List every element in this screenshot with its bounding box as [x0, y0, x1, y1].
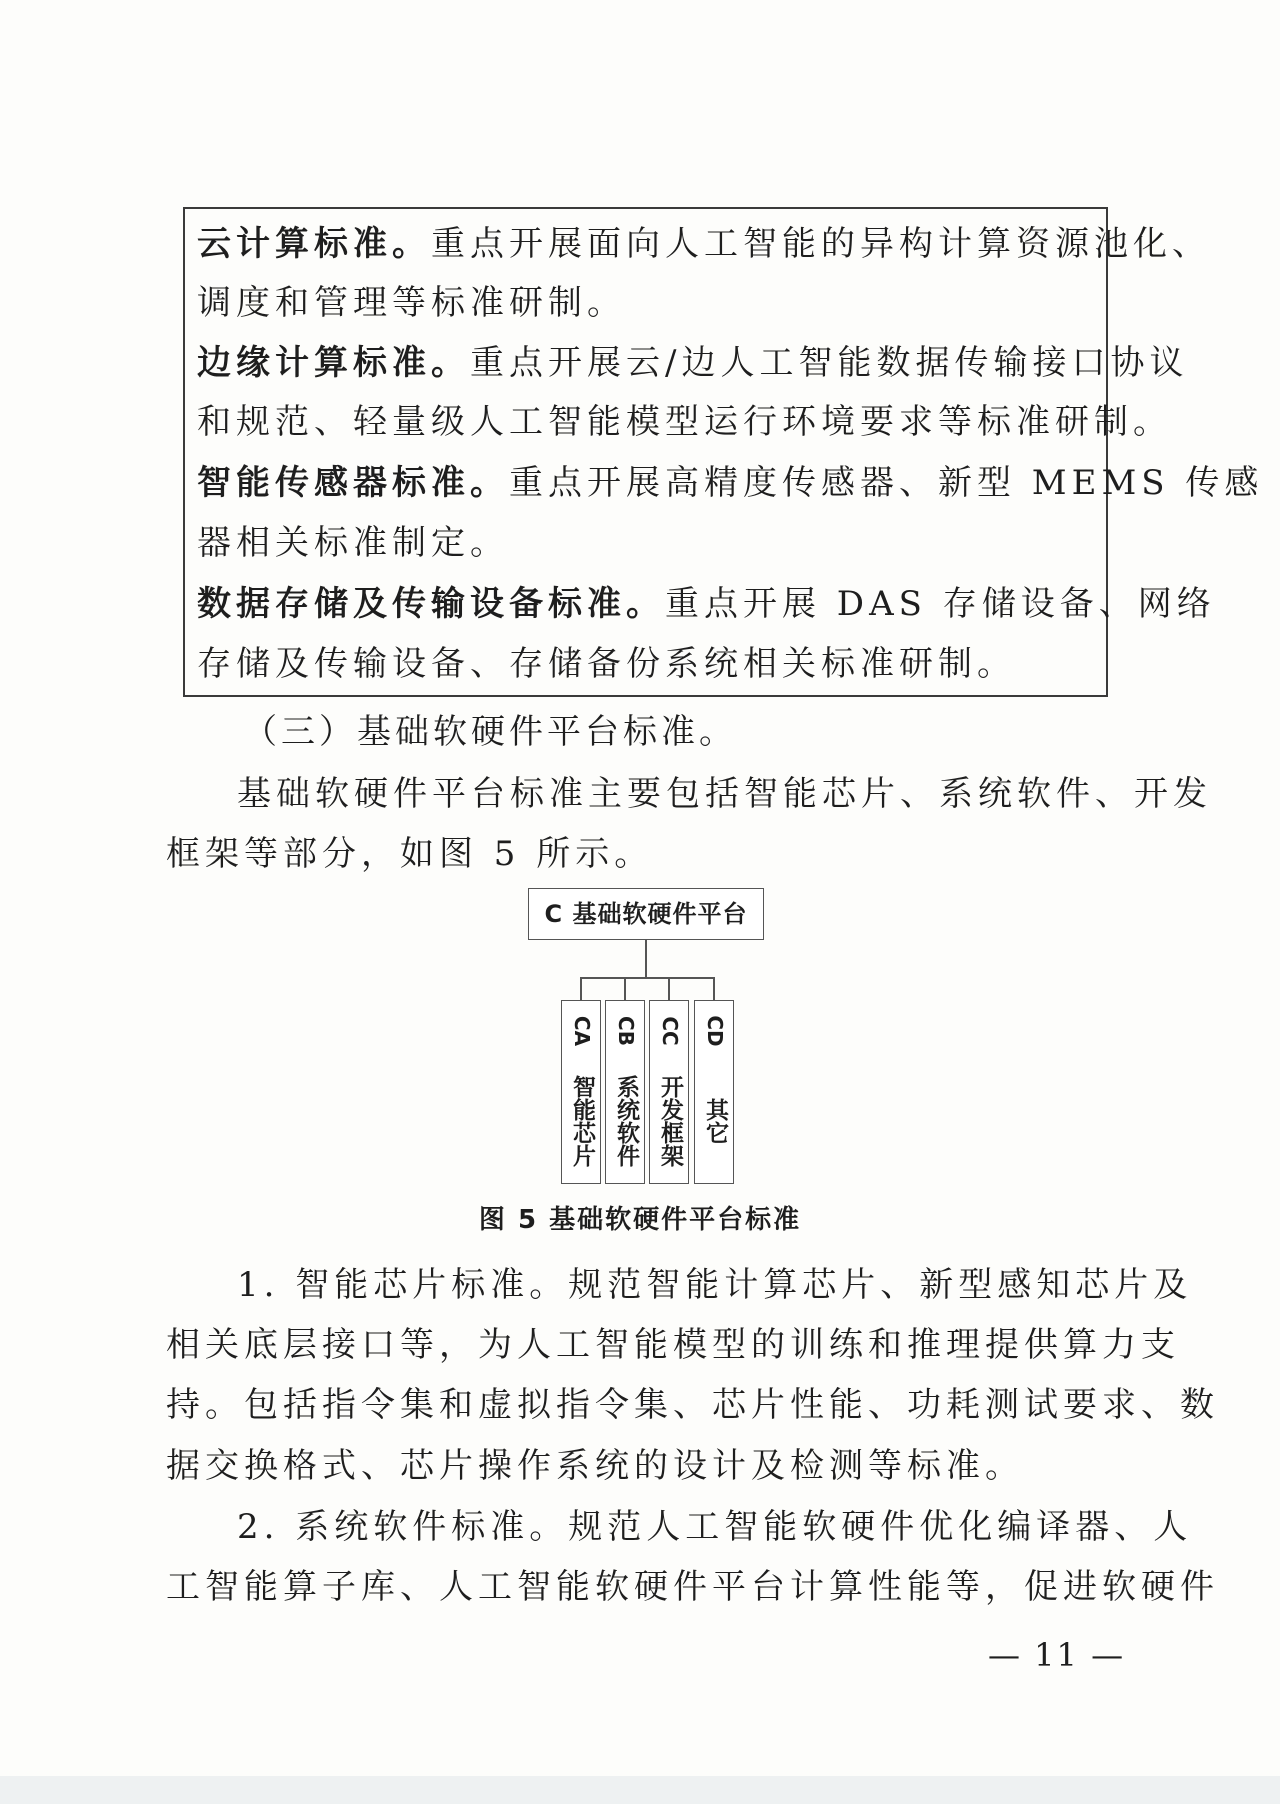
figure-caption: 图 5 基础软硬件平台标准	[478, 1205, 802, 1235]
diagram-node-cc	[649, 1000, 689, 1184]
intro-line-2: 框架等部分，如图 5 所示。	[166, 834, 654, 874]
connector-drop-cc	[668, 977, 670, 1000]
section-heading: （三）基础软硬件平台标准。	[243, 712, 737, 752]
intro-line-1: 基础软硬件平台标准主要包括智能芯片、系统软件、开发	[237, 774, 1212, 814]
connector-drop-ca	[580, 977, 582, 1000]
scan-edge	[0, 1776, 1280, 1804]
diagram-root-node: C 基础软硬件平台	[528, 888, 764, 940]
para1-line-2: 相关底层接口等，为人工智能模型的训练和推理提供算力支	[166, 1325, 1180, 1365]
box-line-4: 和规范、轻量级人工智能模型运行环境要求等标准研制。	[197, 402, 1172, 442]
node-code: CC	[658, 1016, 682, 1046]
para1-line-3: 持。包括指令集和虚拟指令集、芯片性能、功耗测试要求、数	[166, 1385, 1219, 1425]
box-line-5: 智能传感器标准。重点开展高精度传感器、新型 MEMS 传感	[197, 463, 1264, 503]
box-line-8: 存储及传输设备、存储备份系统相关标准研制。	[197, 644, 1016, 684]
node-label: 其它	[702, 1098, 728, 1144]
diagram-node-cd	[694, 1000, 734, 1184]
box-line-1: 云计算标准。重点开展面向人工智能的异构计算资源池化、	[197, 224, 1211, 264]
box-line-6: 器相关标准制定。	[197, 523, 509, 563]
connector-drop-cd	[713, 977, 715, 1000]
node-label: 开发框架	[657, 1075, 683, 1167]
connector-trunk	[645, 940, 647, 978]
para2-line-1: 2. 系统软件标准。规范人工智能软硬件优化编译器、人	[237, 1507, 1193, 1547]
para1-line-4: 据交换格式、芯片操作系统的设计及检测等标准。	[166, 1446, 1024, 1486]
box-line-7: 数据存储及传输设备标准。重点开展 DAS 存储设备、网络	[197, 584, 1216, 624]
node-label: 智能芯片	[569, 1075, 595, 1167]
para2-line-2: 工智能算子库、人工智能软硬件平台计算性能等，促进软硬件	[166, 1567, 1219, 1607]
diagram-node-ca	[561, 1000, 601, 1184]
diagram-node-cb	[605, 1000, 645, 1184]
box-line-2: 调度和管理等标准研制。	[197, 283, 626, 323]
box-line-3: 边缘计算标准。重点开展云/边人工智能数据传输接口协议	[197, 343, 1189, 383]
node-label: 系统软件	[613, 1075, 639, 1167]
connector-drop-cb	[624, 977, 626, 1000]
para1-line-1: 1. 智能芯片标准。规范智能计算芯片、新型感知芯片及	[237, 1265, 1193, 1305]
node-code: CA	[570, 1015, 594, 1047]
node-code: CB	[614, 1016, 638, 1046]
page-number: — 11 —	[988, 1636, 1126, 1674]
connector-bar	[580, 977, 714, 979]
node-code: CD	[703, 1015, 727, 1047]
